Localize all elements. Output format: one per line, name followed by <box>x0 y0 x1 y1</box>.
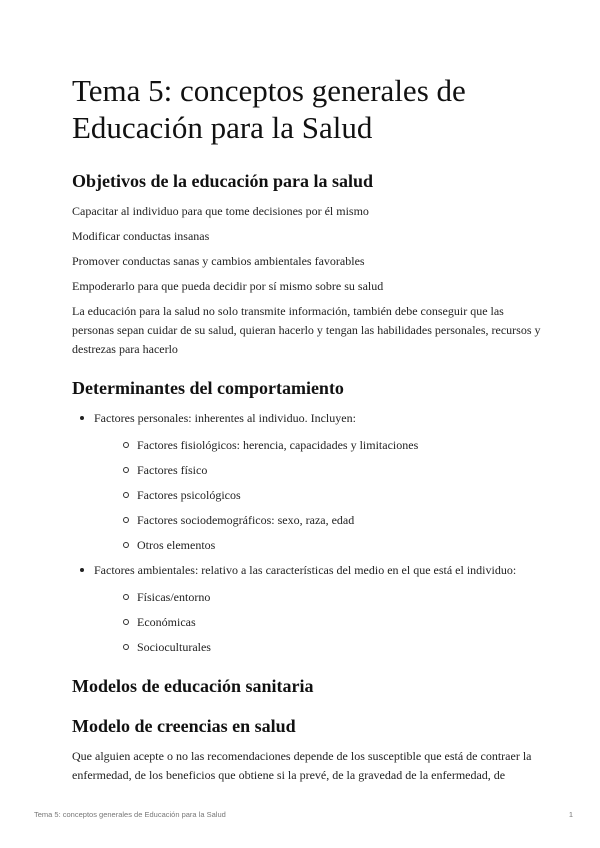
list-item-label: Factores personales: inherentes al individuo. Incluyen: <box>94 411 356 425</box>
sub-list-item: Otros elementos <box>94 536 542 555</box>
section-heading-determinantes: Determinantes del comportamiento <box>72 378 344 398</box>
section-heading-creencias: Modelo de creencias en salud <box>72 716 296 736</box>
sub-list-item: Socioculturales <box>94 638 542 657</box>
sub-list-item: Factores físico <box>94 461 542 480</box>
sub-list-item: Físicas/entorno <box>94 588 542 607</box>
paragraph: Que alguien acepte o no las recomendaciones depende de los susceptible que está de contraer la enfermedad, de los beneficios que obtiene si la prevé, de la gravedad de la enfermedad, de <box>72 749 532 782</box>
sub-list <box>94 436 542 555</box>
section-modelos <box>72 675 542 697</box>
paragraph: Promover conductas sanas y cambios ambientales favorables <box>72 254 365 268</box>
footer-title: Tema 5: conceptos generales de Educación para la Salud <box>34 810 226 819</box>
page-number: 1 <box>568 810 573 819</box>
section-heading-objetivos: Objetivos de la educación para la salud <box>72 171 374 191</box>
section-creencias <box>72 715 542 785</box>
paragraph: La educación para la salud no solo transmite información, también debe conseguir que las personas sepan cuidar de su salud, quieran hacerlo y tengan las habilidades personales, recursos y destrezas para hacerlo <box>72 304 541 356</box>
sub-list-item: Económicas <box>94 613 542 632</box>
sub-list-item: Factores fisiológicos: herencia, capacidades y limitaciones <box>94 436 542 455</box>
list-item-label: Factores ambientales: relativo a las características del medio en el que está el individuo: <box>94 563 517 577</box>
section-determinantes <box>72 377 542 657</box>
bullet-list <box>72 409 542 657</box>
paragraph: Capacitar al individuo para que tome decisiones por él mismo <box>72 204 369 218</box>
list-item <box>72 409 542 555</box>
paragraph: Modificar conductas insanas <box>72 229 210 243</box>
list-item <box>72 561 542 657</box>
paragraph: Empoderarlo para que pueda decidir por sí mismo sobre su salud <box>72 279 384 293</box>
sub-list-item: Factores psicológicos <box>94 486 542 505</box>
sub-list <box>94 588 542 657</box>
page-title: Tema 5: conceptos generales de Educación para la Salud <box>72 73 466 145</box>
sub-list-item: Factores sociodemográficos: sexo, raza, edad <box>94 511 542 530</box>
page-content <box>72 72 542 791</box>
section-heading-modelos: Modelos de educación sanitaria <box>72 676 314 696</box>
